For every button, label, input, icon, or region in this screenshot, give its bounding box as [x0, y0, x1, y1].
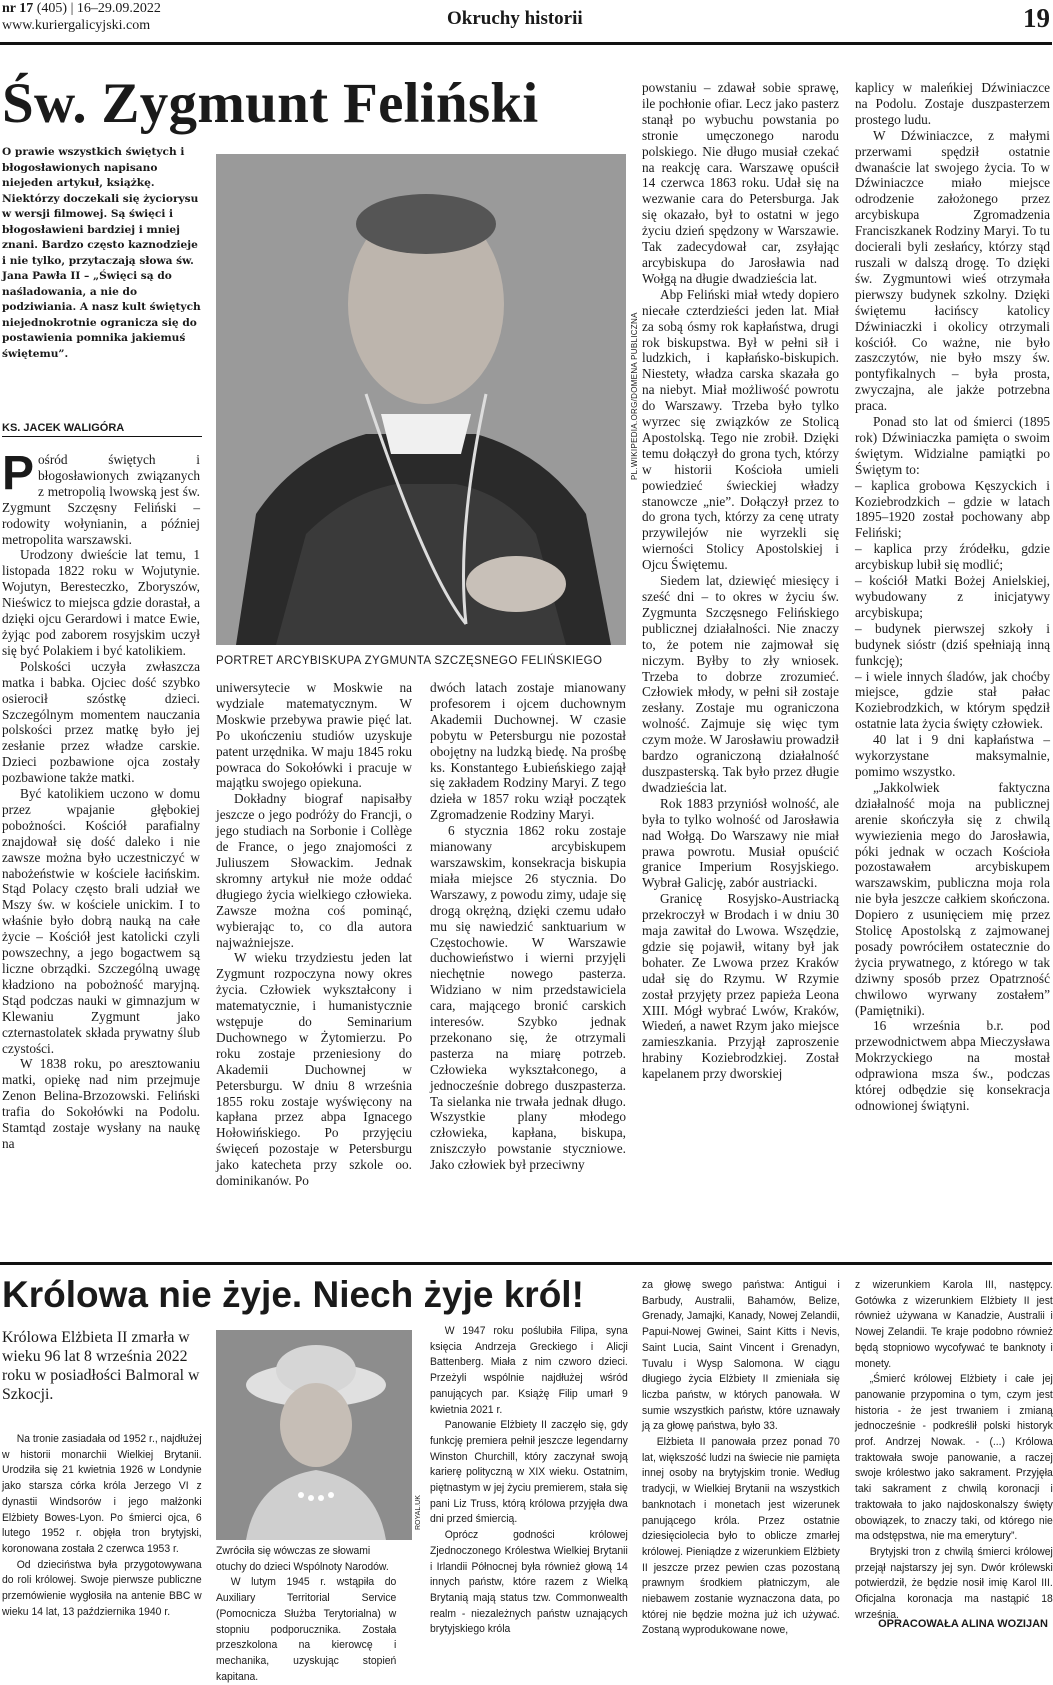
header-rule [0, 42, 1052, 45]
photo-caption: PORTRET ARCYBISKUPA ZYGMUNTA SZCZĘSNEGO FELIŃSKIEGO [216, 655, 603, 667]
issue-info [2, 0, 161, 34]
article-separator [0, 1262, 1052, 1265]
article1-lead: O prawie wszystkich świętych i błogosławionych napisano niejeden artykuł, książkę. Niektórzy doczekali się życiorysu w wersji filmowej. Są święci i błogosławieni bardziej i mniej znani. Bardzo często kaznodzieje i nie tylko, przytaczają słowa św. Jana Pawła II – „Święci są do naśladowania, a nie do podziwiania. A nasz kult świętych niejednokrotnie ogranicza się do postawienia pomnika jakiemuś świętemu”. [2, 146, 201, 360]
queen-illustration [216, 1330, 412, 1540]
article2-col1: Na tronie zasiadała od 1952 r., najdłużej w historii monarchii Wielkiej Brytanii. Urodziła się 21 kwietnia 1926 w Londynie jako starsza córka króla Jerzego VI z dynastii Windsorów i jego małżonki Elżbiety Bowes-Lyon. Po śmierci ojca, 6 lutego 1952 r. objęła tron brytyjski, koronowana została 2 czerwca 1953 r. Od dzieciństwa była przygotowywana do roli królowej. Swoje pierwsze publiczne przemówienie wygłosiła na antenie BBC w wieku 14 lat, 13 października 1940 r. [2, 1433, 202, 1618]
article1-col4: powstaniu – zdawał sobie sprawę, ile pochłonie ofiar. Lecz jako pasterz stanął po wybuchu powstania po stronie umęczonego narodu polskiego. Nie długo musiał czekać na reakcję cara. Warszawę opuścił 14 czerwca 1863 roku. Udał się na wezwanie cara do Petersburga. Jak się okazało, był to ostatni w jego życiu dzień spędzony w Warszawie. Tak zadecydował car, zsyłając arcybiskupa do Jarosławia nad Wołgą na długie dwadzieścia lat. Abp Feliński miał wtedy dopiero niecałe czterdzieści jeden lat. Miał za sobą ósmy rok kapłaństwa, drugi rok biskupstwa. Był w pełni sił i ludzkich, i kapłańsko-biskupich. Niestety, władza carska skazała go na niebyt. Miał możliwość powrotu do Warszawy. Trzeba było tylko wyrzec się związków ze Stolicą Apostolską. Tego nie zrobił. Dzięki temu dołączył do grona tych, którzy w historii Kościoła umieli powiedzieć świeckiej władzy stanowcze „nie”. Dołączył przez to do grona tych, którzy za cenę utraty przywilejów nie wyrzekli się wierności Stolicy Apostolskiej i Ojcu Świętemu. Siedem lat, dziewięć miesięcy i sześć dni – to okres w życiu św. Zygmunta Szczęsnego Felińskiego publicznej działalności. Nie znaczy to, że potem nie zajmował się niczym. Byłby to zły wniosek. Trzeba to dobrze zrozumieć. Człowiek młody, w pełni sił zostaje zesłany. Zostaje mu ograniczona wolność. Zajmuje się więc tym czym może. W Jarosławiu prowadził bardzo ograniczoną działalność duszpasterską. Tak było przez długie dwadzieścia lat. Rok 1883 przyniósł wolność, ale była to tylko wolność od Jarosławia nad Wołgą. Do Warszawy nie miał prawa powrotu. Musiał opuścić granice Imperium Rosyjskiego. Wybrał Galicję, zabór austriacki. Granicę Rosyjsko-Austriacką przekroczył w Brodach i w dniu 30 maja zawitał do Lwowa. Wszędzie, gdzie się pojawił, witany był jak bohater. Ze Lwowa przez Kraków udał się do Rzymu. W Rzymie został przyjęty przez papieża Leona XIII. Mógł wybrać Lwów, Kraków, Wiedeń, a nawet Rzym jako miejsce zamieszkania. Przyjął zaproszenie hrabiny Koziebrodzkiej. Został kapelanem przy dworskiej [642, 80, 839, 1082]
page-number: 19 [1023, 3, 1050, 33]
article2-col2: Zwróciła się wówczas ze słowami otuchy do dzieci Wspólnoty Narodów. W lutym 1945 r. wstąpiła do Auxiliary Territorial Service (Pomocnicza Służba Terytorialna) w stopniu podporucznika. Została przeszkolona na kierowcę i mechanika, uzyskując stopień kapitana. [216, 1545, 397, 1683]
drop-cap: P [2, 447, 35, 500]
portrait-illustration [216, 154, 626, 645]
photo2-credit: ROYAL.UK [415, 1495, 422, 1530]
article2-title: Królowa nie żyje. Niech żyje król! [2, 1274, 584, 1315]
issue-num: (405) [36, 1, 68, 16]
article1-col2: uniwersytecie w Moskwie na wydziale matematycznym. W Moskwie przebywa prawie pięć lat. Po ukończeniu studiów uzyskuje patent urzędnika. W maju 1845 roku powraca do Sokołówki i pracuje w majątku swojego opiekuna. Dokładny biograf napisałby jeszcze o jego podróży do Francji, o jego studiach na Sorbonie i Collège de France, o jego znajomości z Juliuszem Słowackim. Jednak skromny artykuł nie może oddać długiego życia wielkiego człowieka. Zawsze można coś pominąć, wybierając to, co dla autora najważniejsze. W wieku trzydziestu jeden lat Zygmunt rozpoczyna nowy okres życia. Człowiek wykształcony i matematycznie, i humanistycznie wstępuje do Seminarium Duchownego w Żytomierzu. Po roku zostaje przeniesiony do Akademii Duchownej w Petersburgu. W dniu 8 września 1855 roku zostaje wyświęcony na kapłana przez abpa Ignacego Hołowińskiego. Po przyjęciu święceń pozostaje w Petersburgu jako katecheta przy szkole oo. dominikanów. Po [216, 680, 412, 1189]
section-title: Okruchy historii [447, 8, 583, 29]
issue-number: nr 17 [2, 1, 34, 16]
article2-col3: W 1947 roku poślubiła Filipa, syna księcia Andrzeja Greckiego i Alicji Battenberg. Miała z nim czworo dzieci. Przeżyli wspólnie najdłużej wśród panujących par. Książę Filip umarł 9 kwietnia 2021 r. Panowanie Elżbiety II zaczęło się, gdy funkcję premiera pełnił jeszcze legendarny Winston Churchill, który zaczynał swoją karierę polityczną w XIX wieku. Ostatnim, piętnastym w jej życiu premierem, stała się pani Liz Truss, którą królowa przyjęła dwa dni przed śmiercią. Oprócz godności królowej Zjednoczonego Królestwa Wielkiej Brytanii i Irlandii Północnej była również głową 14 innych państw, które razem z Wielką Brytanią mają status tzw. Commonwealth realm - niezależnych państw uznających brytyjskiego króla [430, 1325, 628, 1636]
article2-lead: Królowa Elżbieta II zmarła w wieku 96 lat 8 września 2022 roku w posiadłości Balmoral w Szkocji. [2, 1329, 200, 1403]
photo-credit: PL.WIKIPEDIA.ORG/DOMENA PUBLICZNA [630, 312, 639, 480]
archbishop-portrait-photo [216, 154, 626, 645]
site-url: www.kuriergalicyjski.com [2, 18, 151, 33]
article1-author: KS. JACEK WALIGÓRA [2, 422, 202, 437]
article1-col5: kaplicy w maleńkiej Dźwiniaczce na Podolu. Zostaje duszpasterzem prostego ludu. W Dźwiniaczce, z małymi przerwami spędził ostatnie dwanaście lat swojego życia. To w Dźwiniaczce miało miejsce odrodzenie założonego przez arcybiskupa Zgromadzenia Franciszkanek Rodziny Maryi. To tu docierali byli zesłańcy, którzy stąd ruszali w dalszą drogę. To dzięki św. Zygmuntowi wieś otrzymała pierwszy budynek szkolny. Dzięki świętemu łacińscy katolicy Dźwiniaczki i okolicy otrzymali kościół. Co ważne, nie było zaszczytów, nie było mszy św. pontyfikalnych – była prosta, zwyczajna, ale jakże potrzebna praca. Ponad sto lat od śmierci (1895 rok) Dźwiniaczka pamięta o swoim świętym. Widzialne pamiątki po Świętym to: – kaplica grobowa Kęszyckich i Koziebrodzkich – gdzie w latach 1895–1920 został pochowany abp Feliński; – kaplica przy źródełku, gdzie arcybiskup lubił się modlić; – kościół Matki Bożej Anielskiej, wybudowany z inicjatywy arcybiskupa; – budynek pierwszej szkoły i budynek sióstr (dziś spełniają inną funkcję); – i wiele innych śladów, jak choćby miejsce, gdzie stał pałac Koziebrodzkich, w którym spędził ostatnie lata życia święty człowiek. 40 lat i 9 dni kapłaństwa – wykorzystane maksymalnie, pomimo wszystko. „Jakkolwiek faktyczna działalność moja na publicznej arenie skończyła się z chwilą wywiezienia mego do Jarosławia, póki jednak w oczach Kościoła pozostawałem arcybiskupem warszawskim, publiczna moja rola nie była jeszcze całkiem skończona. Dopiero z usunięciem mię przez Stolicę Apostolską z zajmowanej posady powróciłem ostatecznie do życia prywatnego, z którego w tak dziwny sposób przez Opatrzność chwilowo wyrwany zostałem” (Pamiętniki). 16 września b.r. pod przewodnictwem abpa Mieczysława Mokrzyckiego na mostał odprawiona msza św., podczas której odbędzie się konsekracja odnowionej świątyni. [855, 80, 1050, 1113]
article1-col3: dwóch latach zostaje mianowany profesorem i ojcem duchownym Akademii Duchownej. W czasie pobytu w Petersburgu nie pozostał obojętny na ludzką biedę. Na prośbę ks. Konstantego Łubieńskiego zajął się zakładem Rodziny Maryi. Z tego dzieła w 1857 roku wziął początek Zgromadzenie Rodziny Maryi. 6 stycznia 1862 roku zostaje mianowany arcybiskupem warszawskim, konsekracja biskupia miała miejsce 26 stycznia. Do Warszawy, z powodu zimy, udaje się drogą okrężną, dzięki czemu udało mu się nawiedzić sanktuarium w Częstochowie. W Warszawie duchowieństwo i wierni przyjęli niechętnie nowego pasterza. Widziano w nim przedstawiciela cara, mającego bronić carskich interesów. Szybko jednak przekonano się, że otrzymali pasterza na miarę potrzeb. Człowieka wykształconego, a jednocześnie dobrego duszpasterza. Ta sielanka nie trwała jednak długo. Wszystkie plany młodego człowieka, kapłana, biskupa, zniszczyło powstanie styczniowe. Jako człowiek był przeciwny [430, 680, 626, 1173]
article2-col5: z wizerunkiem Karola III, następcy. Gotówka z wizerunkiem Elżbiety II jest również używana w Kanadzie, Australii i Nowej Zelandii. Te kraje podobno również będą stopniowo wycofywać te banknoty i monety. „Śmierć królowej Elżbiety i całe jej panowanie przypomina o tym, czym jest historia - że jest trwaniem i zmianą jednocześnie - podkreślił polski historyk prof. Andrzej Nowak. - (...) Królowa traktowała swoje panowanie, a raczej swoje królestwo jako sakrament. Przyjęła taki sakrament z chwilą koronacji i traktowała to jako najdoskonalszy święty obowiązek, to znaczy taki, od którego nie ma odstępstwa, nie ma emerytury”. Brytyjski tron z chwilą śmierci królowej przejął najstarszy jej syn. Dwór królewski potwierdził, że będzie nosił imię Karol III. Oficjalna koronacja ma nastąpić 18 września. [855, 1279, 1053, 1621]
queen-elizabeth-photo [216, 1330, 412, 1540]
photo2-caption: Zwróciła się wówczas ze słowami otuchy do dzieci Wspólnoty Narodów. [216, 1545, 389, 1573]
article2-signature: OPRACOWAŁA ALINA WOZIJAN [878, 1618, 1048, 1630]
article2-col4: za głowę swego państwa: Antigui i Barbudy, Australii, Bahamów, Belize, Grenady, Jamajki, Kanady, Nowej Zelandii, Papui-Nowej Gwinei, Saint Kitts i Nevis, Saint Lucia, Saint Vincent i Grenadyn, Tuvalu i Wysp Salomona. W ciągu długiego życia Elżbiety II zmieniała się liczba państw, w których panowała. W sumie wszystkich państw, które uznawały ją za głowę państwa, było 33. Elżbieta II panowała przez ponad 70 lat, większość ludzi na świecie nie pamięta innej osoby na brytyjskim tronie. Według tradycji, w Wielkiej Brytanii na wszystkich banknotach i monetach jest wizerunek panującego króla. Przez ostatnie dziesięciolecia było to oblicze zmarłej królowej. Pieniądze z wizerunkiem Elżbiety II jeszcze przez pewien czas pozostaną prawnym środkiem płatniczym, ale niebawem zostanie wyznaczona data, po której nie będzie można już ich używać. Zostaną wyprodukowane nowe, [642, 1279, 840, 1637]
article1-col1: Pośród świętych i błogosławionych związanych z metropolią lwowską jest św. Zygmunt Szczęsny Feliński – rodowity wołynianin, a później metropolita warszawski. Urodzony dwieście lat temu, 1 listopada 1822 roku w Wojutynie. Wojutyn, Beresteczko, Zboryszów, Nieświcz to miejsca gdzie dorastał, a dzięki ojcu Gerardowi i matce Ewie, żyjąc pod zaborem rosyjskim uczył się być Polakiem i być katolikiem. Polskości uczyła zwłaszcza matka i babka. Ojciec dość szybko osierocił szóstkę dzieci. Szczególnym momentem nauczania polskości przez matkę było jej zesłanie przez władze carskie. Dzieci pozbawione ojca zostały pozbawione także matki. Być katolikiem uczono w domu przez wpajanie głębokiej pobożności. Kościół parafialny znajdował się dość daleko i nie zawsze można było uczestniczyć w nabożeństwie w kościele łacińskim. Stąd Polacy często brali udział we Mszy św. w kościele unickim. I to właśnie było dobrą nauką na całe życie – Kościół jest katolicki czyli powszechny, a jego bogactwem są liczne obrządki. Szczególną uwagę kładziono na pobożność maryjną. Stąd podczas nauki w gimnazjum w Klewaniu Zygmunt jako czternastolatek składa prywatny ślub czystości. W 1838 roku, po aresztowaniu matki, opiekę nad nim przejmuje Zenon Belina-Brzozowski. Feliński trafia do Sokołówki na Podolu. Stamtąd zostaje wysłany na naukę na [2, 447, 200, 1151]
article1-title: Św. Zygmunt Feliński [2, 72, 539, 135]
issue-dates: | 16–29.09.2022 [70, 1, 161, 16]
